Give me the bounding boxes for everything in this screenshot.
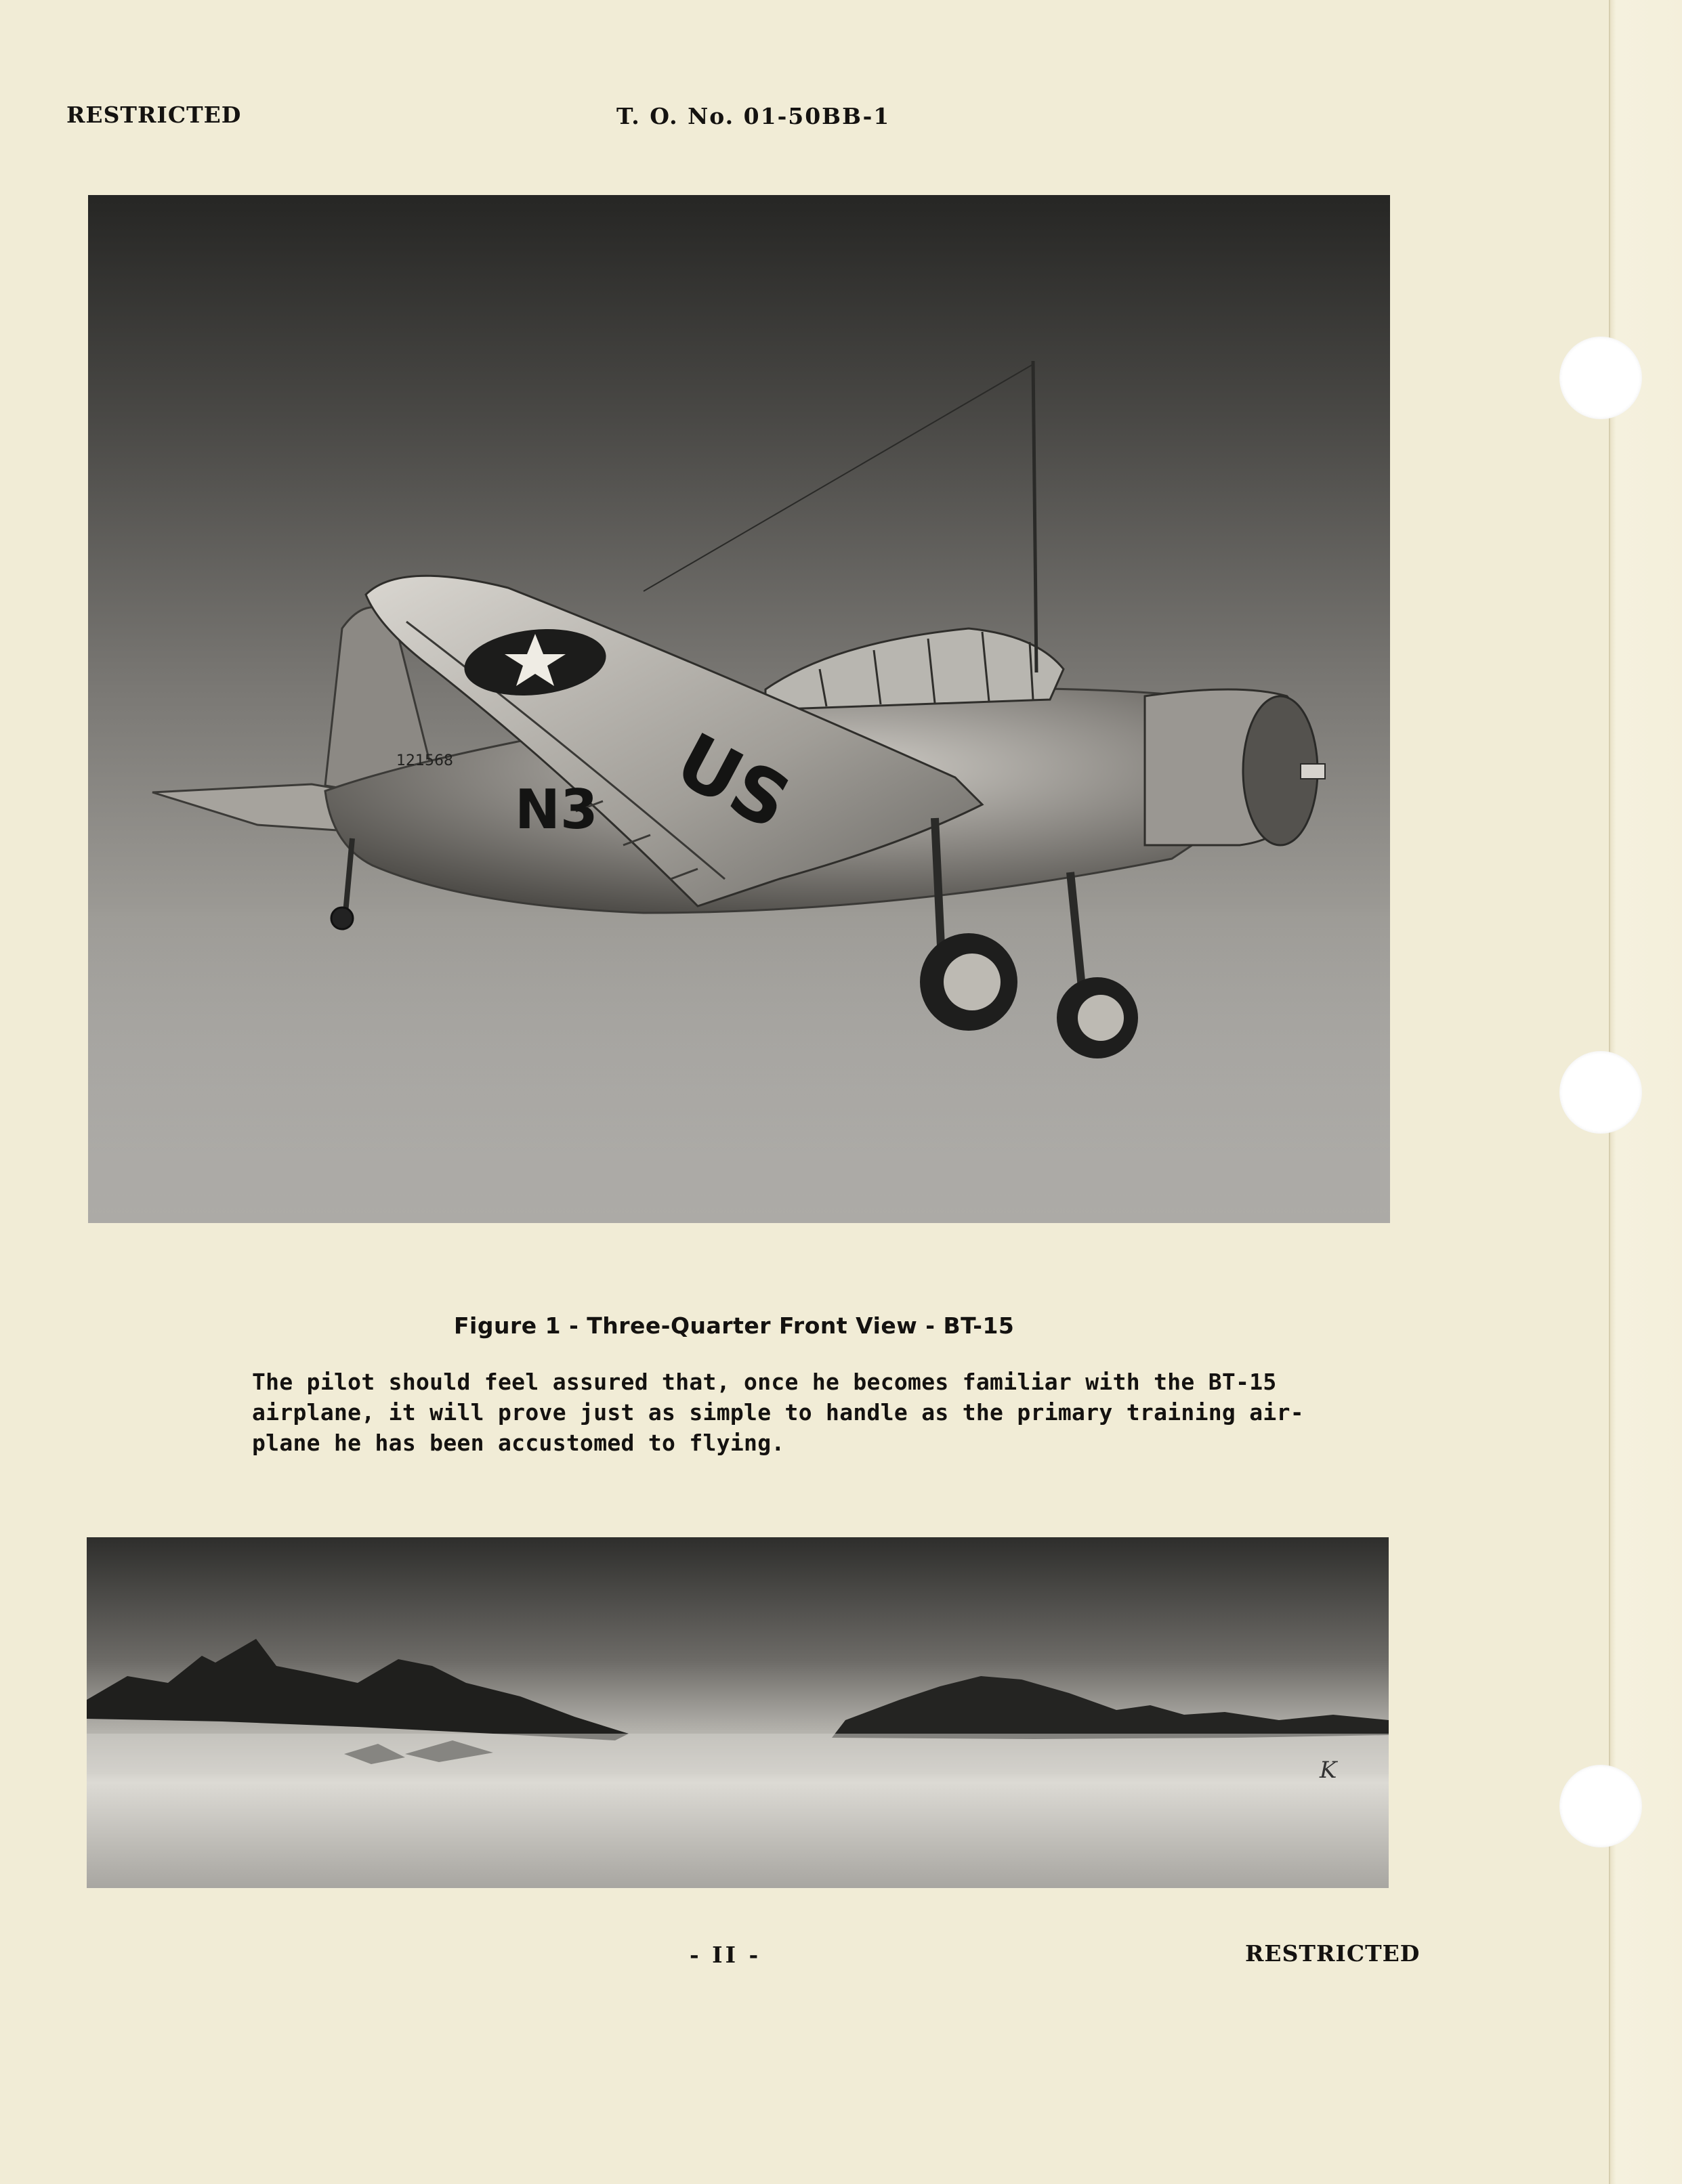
body-line: airplane, it will prove just as simple to handle as the primary training air- [252, 1399, 1304, 1426]
artist-signature: K [1320, 1757, 1337, 1784]
body-line: The pilot should feel assured that, once he becomes familiar with the BT-15 [252, 1369, 1277, 1395]
page-number: - II - [690, 1942, 761, 1968]
wing-marking-text: US [662, 716, 804, 847]
header-classification: RESTRICTED [66, 102, 242, 128]
footer-classification: RESTRICTED [1245, 1940, 1421, 1967]
binder-hole-top [1559, 337, 1642, 419]
aircraft-illustration [88, 195, 1390, 1223]
header-document-number: T. O. No. 01-50BB-1 [616, 103, 891, 129]
figure-caption: Figure 1 - Three-Quarter Front View - BT-15 [454, 1312, 1015, 1339]
body-line: plane he has been accustomed to flying. [252, 1430, 785, 1456]
binder-hole-middle [1559, 1051, 1642, 1134]
body-paragraph [252, 1367, 1304, 1458]
tail-number-text: 121568 [396, 752, 453, 769]
binder-hole-bottom [1559, 1765, 1642, 1847]
mountains-clouds-illustration [87, 1537, 1389, 1888]
fuselage-code-text: N3 [515, 778, 598, 841]
